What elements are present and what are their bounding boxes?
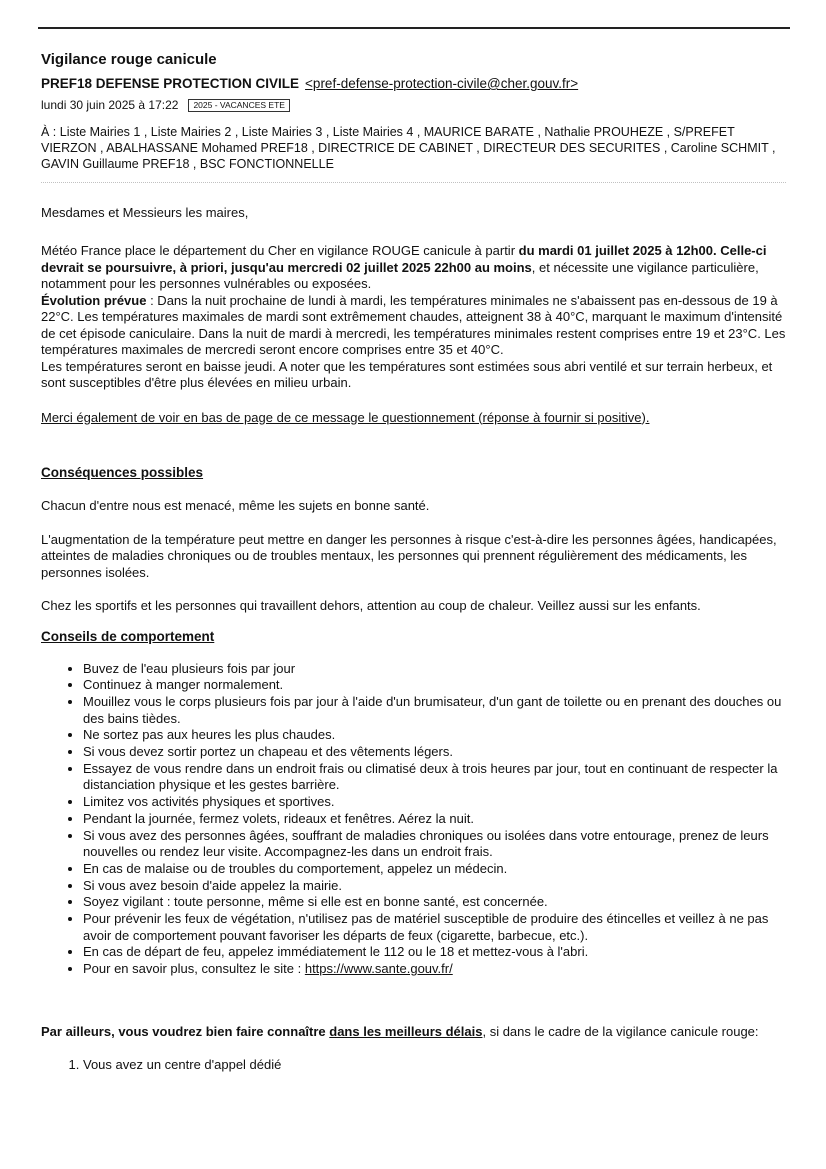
list-item: • Soyez vigilant : toute personne, même si elle est en bonne santé, est concernée.: [83, 894, 786, 911]
date-line: [41, 97, 786, 114]
consequences-paragraph-2: L'augmentation de la température peut mettre en danger les personnes à risque c'est-à-dire les personnes âgées, handicapées, atteintes de maladies chroniques ou de troubles mentaux, les personnes qui prennent régulièrement des médicaments, les personnes isolées.: [41, 531, 777, 580]
list-item: • Si vous avez besoin d'aide appelez la mairie.: [83, 878, 786, 895]
sent-date: lundi 30 juin 2025 à 17:22: [41, 98, 179, 112]
questions-list: [41, 1057, 786, 1074]
evolution-text: : Dans la nuit prochaine de lundi à mardi, les températures minimales ne s'abaissent pas en-dessous de 19 à 22°C. Les températures maximales de mardi sont extrêmement chaudes, atteignent 38 à 40°C, marquant le maximum d'intensité de cet épisode caniculaire. Dans la nuit de mardi à mercredi, les températures minimales restent comprises entre 19 et 23°C. Les températures maximales de mercredi seront encore comprises entre 35 et 40°C.: [41, 292, 786, 357]
advice-last-text: Pour en savoir plus, consultez le site :: [83, 961, 305, 977]
list-item: • Limitez vos activités physiques et sportives.: [83, 794, 786, 811]
par-ailleurs-underline: dans les meilleurs délais: [329, 1023, 483, 1039]
list-item: • En cas de malaise ou de troubles du comportement, appelez un médecin.: [83, 861, 786, 878]
intro-paragraph: [41, 243, 786, 293]
list-item-link: [83, 961, 786, 978]
email-document: [41, 51, 786, 1074]
intro-text-2: , et nécessite une vigilance particulière, notamment pour les personnes vulnérables ou exposées.: [41, 259, 759, 291]
list-item: • Pendant la journée, fermez volets, rideaux et fenêtres. Aérez la nuit.: [83, 811, 786, 828]
sante-gouv-link[interactable]: https://www.sante.gouv.fr/: [304, 961, 453, 977]
consequences-heading: Conséquences possibles: [41, 465, 204, 480]
recipients: À : Liste Mairies 1 , Liste Mairies 2 , Liste Mairies 3 , Liste Mairies 4 , MAURICE BARATE , Nathalie PROUHEZE , S/PREFET VIERZON , ABALHASSANE Mohamed PREF18 , DIRECTRICE DE CABINET , DIRECTEUR DES SECURITES , Caroline SCHMIT , GAVIN Guillaume PREF18 , BSC FONCTIONNELLE: [41, 124, 776, 171]
sender-address-link[interactable]: <pref-defense-protection-civile@cher.gouv.fr>: [305, 76, 579, 91]
greeting: Mesdames et Messieurs les maires,: [41, 204, 249, 220]
list-item: 1. Vous avez un centre d'appel dédié: [83, 1057, 786, 1074]
evolution-label: Évolution prévue: [41, 292, 147, 308]
sender-name: PREF18 DEFENSE PROTECTION CIVILE: [41, 76, 300, 91]
list-item: • Buvez de l'eau plusieurs fois par jour: [83, 661, 786, 678]
list-item: • Mouillez vous le corps plusieurs fois par jour à l'aide d'un brumisateur, d'un gant de toilette ou en prenant des douches ou des bains tièdes.: [83, 694, 786, 727]
list-item: • Pour prévenir les feux de végétation, n'utilisez pas de matériel susceptible de produire des étincelles et veillez à ne pas avoir de comportement pouvant favoriser les départs de feux (cigarette, barbecue, etc.).: [83, 911, 786, 944]
intro-text-1: Météo France place le département du Cher en vigilance ROUGE canicule à partir: [41, 243, 519, 258]
consequences-paragraph-3: Chez les sportifs et les personnes qui travaillent dehors, attention au coup de chaleur. Veillez aussi sur les enfants.: [41, 598, 701, 613]
list-item: • Continuez à manger normalement.: [83, 677, 786, 694]
conseils-heading: Conseils de comportement: [41, 628, 215, 644]
evolution-paragraph: [41, 293, 786, 359]
list-item: • Si vous avez des personnes âgées, souffrant de maladies chroniques ou isolées dans votre entourage, prenez de leurs nouvelles ou rendez leur visite. Accompagnez-les dans un endroit frais.: [83, 828, 786, 861]
list-item: • Ne sortez pas aux heures les plus chaudes.: [83, 727, 786, 744]
advice-list: [41, 661, 786, 978]
list-item: • Essayez de vous rendre dans un endroit frais ou climatisé deux à trois heures par jour, tout en continuant de respecter la distanciation physique et les gestes barrière.: [83, 761, 786, 794]
par-ailleurs-rest: , si dans le cadre de la vigilance canicule rouge:: [482, 1023, 759, 1039]
sender-line: [41, 75, 786, 92]
list-item: • En cas de départ de feu, appelez immédiatement le 112 ou le 18 et mettez-vous à l'abri.: [83, 944, 786, 961]
category-tag[interactable]: 2025 - VACANCES ETE: [188, 99, 290, 112]
questionnaire-note: Merci également de voir en bas de page de ce message le questionnement (réponse à fournir si positive).: [41, 409, 650, 425]
intro-bold: du mardi 01 juillet 2025 à 12h00. Celle-ci devrait se poursuivre, à priori, jusqu'au mercredi 02 juillet 2025 22h00 au moins: [41, 243, 767, 275]
par-ailleurs-paragraph: [41, 1024, 786, 1041]
separator-dots: [41, 178, 786, 183]
list-item: • Si vous devez sortir portez un chapeau et des vêtements légers.: [83, 744, 786, 761]
consequences-paragraph-1: Chacun d'entre nous est menacé, même les sujets en bonne santé.: [41, 498, 430, 513]
email-subject: Vigilance rouge canicule: [41, 51, 217, 68]
header-rule: [38, 27, 790, 29]
par-ailleurs-bold: Par ailleurs, vous voudrez bien faire connaître: [41, 1023, 330, 1039]
evolution-paragraph-2: Les températures seront en baisse jeudi. A noter que les températures sont estimées sous abri ventilé et sur terrain herbeux, et sont susceptibles d'être plus élevées en milieu urbain.: [41, 358, 773, 390]
